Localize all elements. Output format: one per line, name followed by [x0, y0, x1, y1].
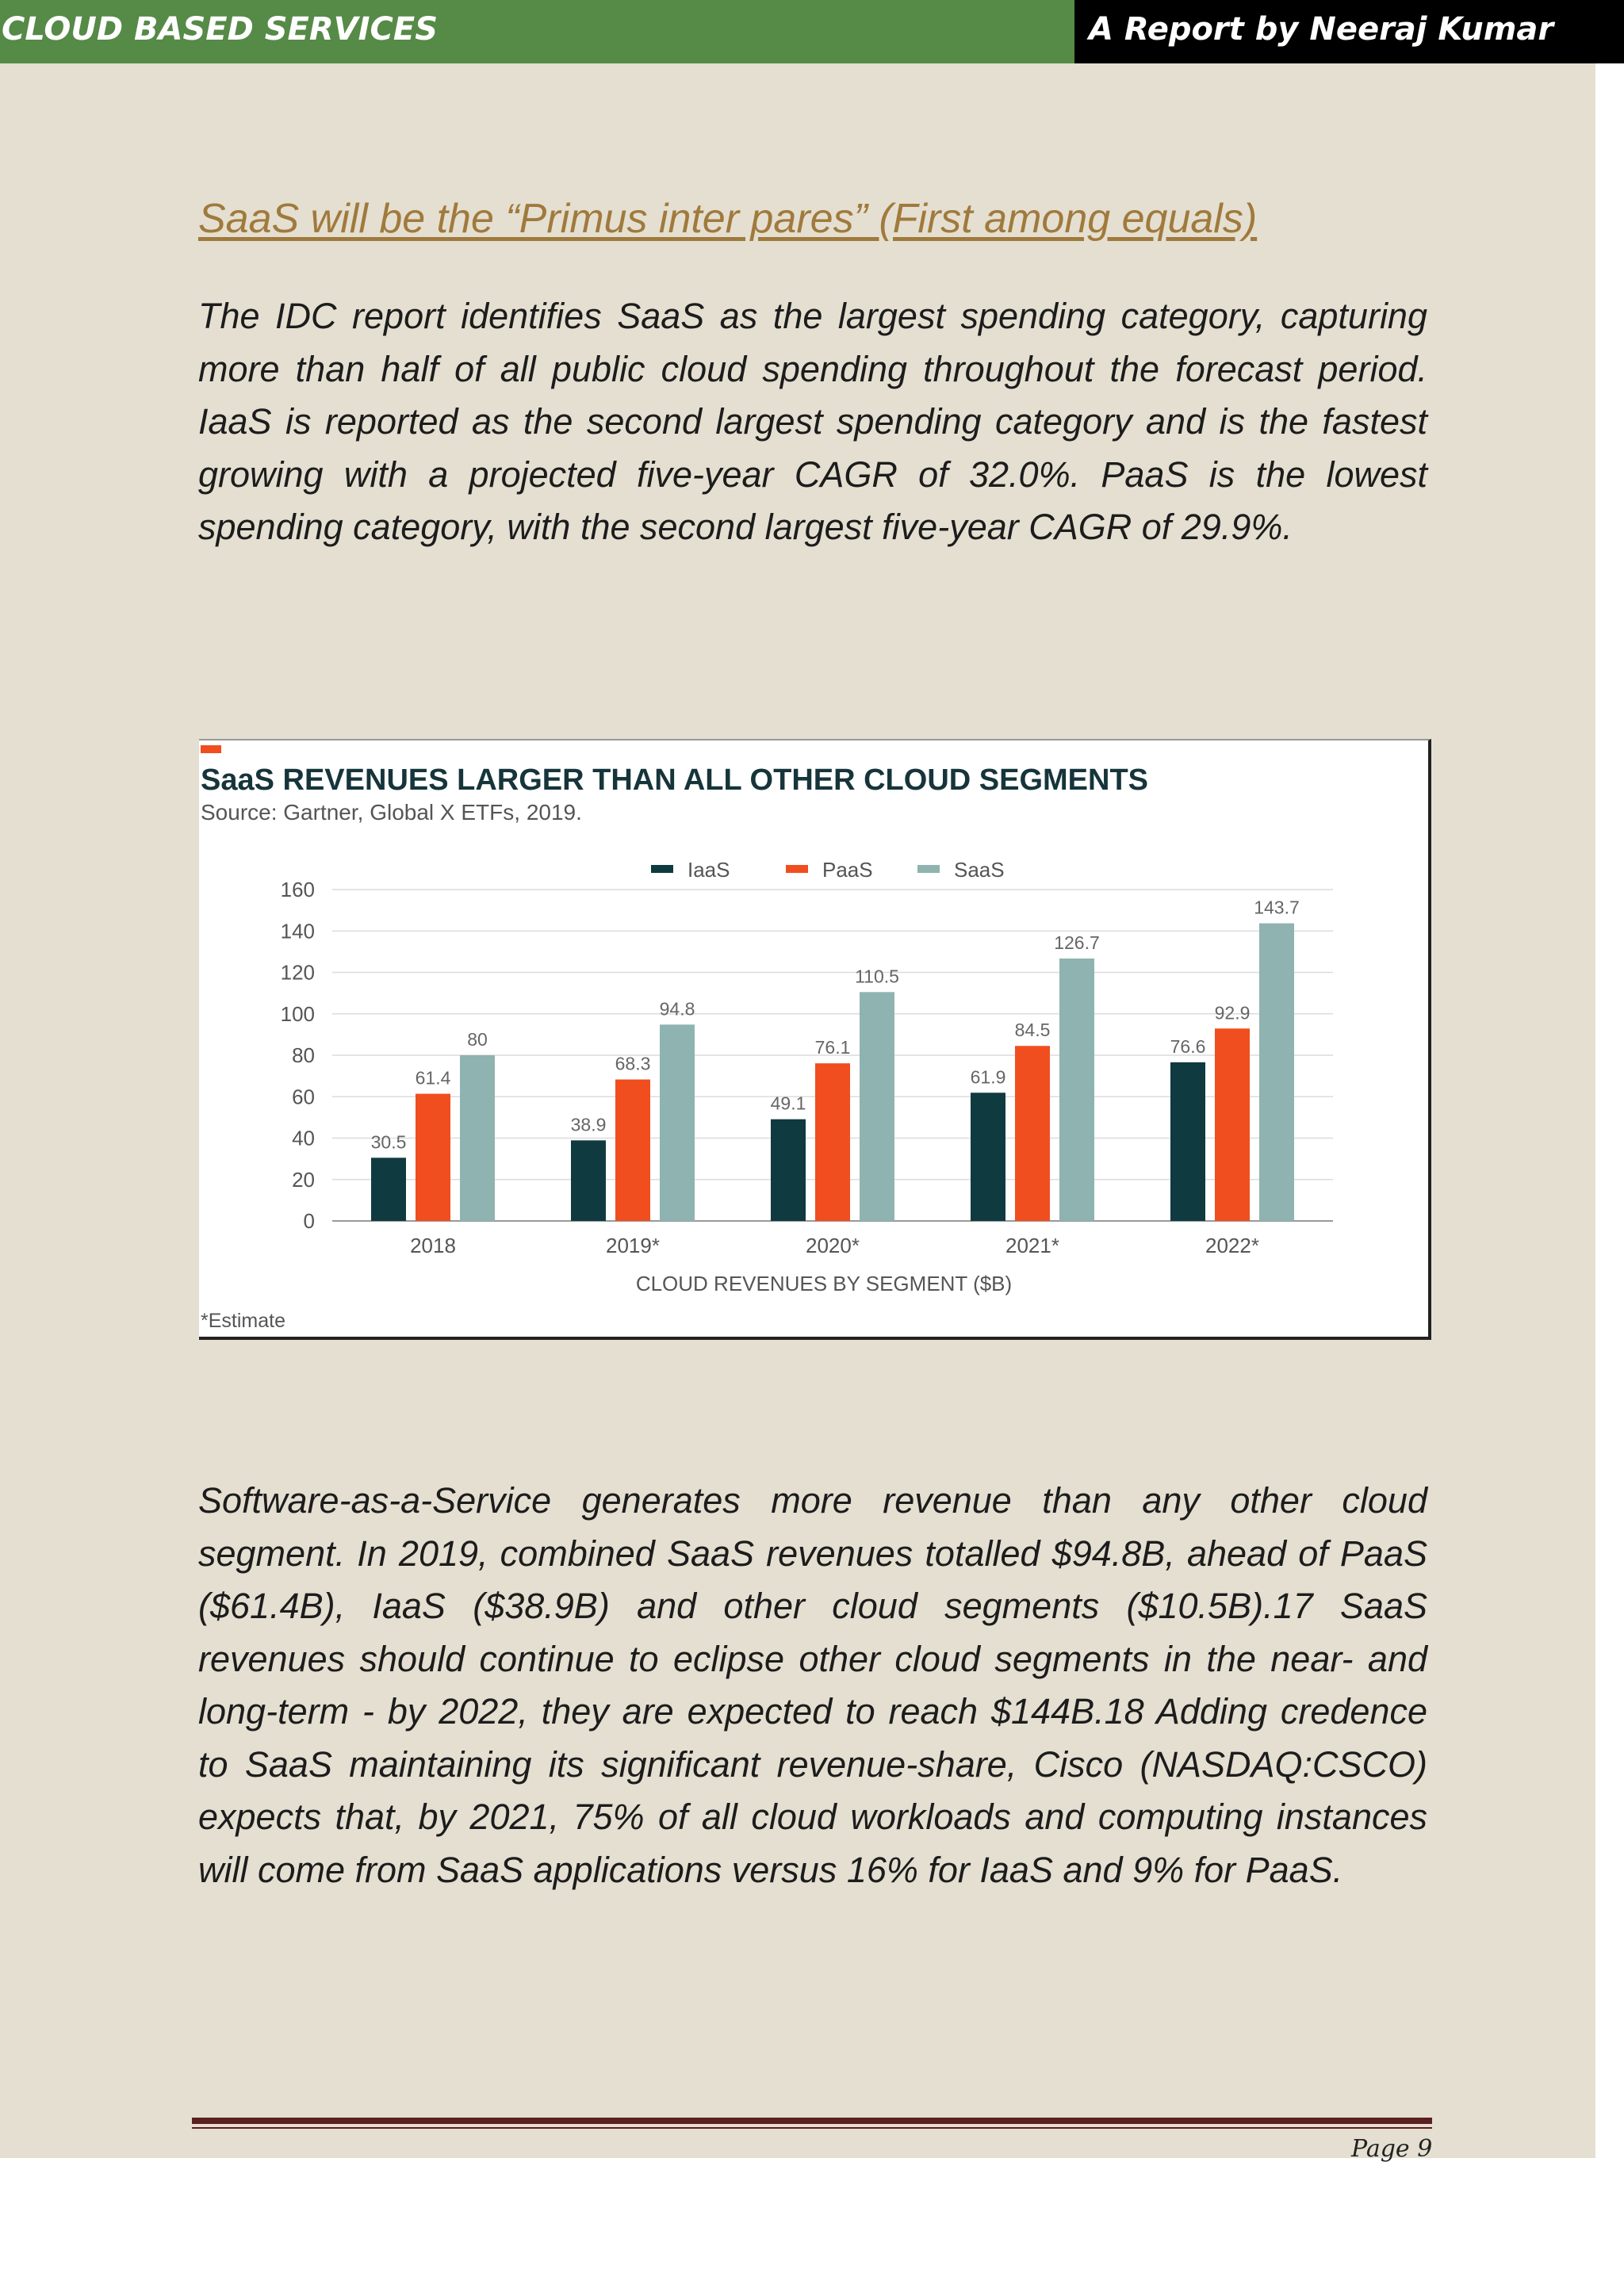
bar-iaas — [371, 1158, 406, 1221]
bar-value-label: 110.5 — [855, 966, 899, 987]
bar-value-label: 76.1 — [814, 1037, 851, 1058]
y-tick-label: 100 — [280, 1001, 315, 1026]
bar-value-label: 49.1 — [770, 1093, 806, 1114]
header-right-title: A Report by Neeraj Kumar — [1089, 11, 1554, 48]
bar-saas — [660, 1024, 695, 1221]
legend-label-saas: SaaS — [954, 858, 1005, 882]
bar-paas — [615, 1080, 650, 1221]
bar-value-label: 76.6 — [1170, 1035, 1206, 1057]
footer-rule-thin — [192, 2127, 1432, 2129]
x-tick-label: 2018 — [410, 1234, 456, 1257]
chart-footnote: *Estimate — [201, 1310, 285, 1332]
x-tick-label: 2022* — [1205, 1234, 1259, 1257]
chart-y-axis — [281, 878, 315, 1233]
header-right-bar — [1074, 0, 1624, 63]
bar-paas — [1215, 1028, 1250, 1221]
chart-bars — [371, 897, 1300, 1221]
footer-rule-thick — [192, 2118, 1432, 2124]
bar-value-label: 61.4 — [415, 1067, 451, 1089]
bar-value-label: 94.8 — [659, 998, 695, 1020]
x-tick-label: 2020* — [806, 1234, 860, 1257]
y-tick-label: 140 — [280, 919, 315, 943]
y-tick-label: 0 — [303, 1209, 315, 1233]
bar-value-label: 126.7 — [1054, 932, 1100, 953]
bar-iaas — [771, 1119, 806, 1221]
header-left-bar — [0, 0, 1074, 63]
y-tick-label: 20 — [292, 1167, 315, 1192]
chart-legend — [651, 858, 1005, 882]
revenue-chart — [199, 739, 1431, 1340]
legend-swatch-iaas — [651, 865, 673, 873]
bar-saas — [460, 1055, 495, 1221]
chart-svg — [199, 740, 1428, 1338]
x-tick-label: 2019* — [606, 1234, 660, 1257]
bar-value-label: 92.9 — [1214, 1002, 1251, 1024]
bar-paas — [1015, 1046, 1050, 1221]
y-tick-label: 160 — [280, 878, 315, 901]
x-tick-label: 2021* — [1005, 1234, 1059, 1257]
bar-paas — [416, 1094, 450, 1221]
bar-iaas — [571, 1140, 606, 1221]
bar-value-label: 61.9 — [970, 1066, 1006, 1088]
legend-label-iaas: IaaS — [688, 858, 730, 882]
chart-title: SaaS REVENUES LARGER THAN ALL OTHER CLOUD SEGMENTS — [201, 763, 1149, 797]
header-left-title: CLOUD BASED SERVICES — [2, 11, 438, 48]
bar-value-label: 143.7 — [1254, 897, 1300, 918]
y-tick-label: 80 — [292, 1043, 315, 1067]
bar-value-label: 68.3 — [615, 1053, 651, 1074]
bar-saas — [1259, 924, 1294, 1221]
bar-value-label: 38.9 — [570, 1114, 607, 1135]
bar-value-label: 80 — [467, 1029, 488, 1050]
legend-swatch-saas — [917, 865, 940, 873]
section-heading: SaaS will be the “Primus inter pares” (First among equals) — [198, 196, 1258, 242]
y-tick-label: 120 — [280, 960, 315, 985]
bar-value-label: 84.5 — [1014, 1020, 1051, 1041]
bar-saas — [860, 992, 894, 1221]
bar-iaas — [1170, 1062, 1205, 1221]
paragraph-intro: The IDC report identifies SaaS as the largest spending category, capturing more than half of all public cloud spending throughout the forecast period. IaaS is reported as the second largest spending category and is the fastest growing with a projected five-year CAGR of 32.0%. PaaS is the lowest spending category, with the second largest five-year CAGR of 29.9%. — [198, 296, 1427, 547]
y-tick-label: 40 — [292, 1126, 315, 1150]
legend-label-paas: PaaS — [822, 858, 873, 882]
legend-swatch-paas — [786, 865, 808, 873]
bar-value-label: 30.5 — [370, 1131, 407, 1153]
chart-subtitle: Source: Gartner, Global X ETFs, 2019. — [201, 800, 582, 825]
page-number: Page 9 — [1351, 2135, 1433, 2163]
chart-accent-mark — [201, 745, 221, 753]
y-tick-label: 60 — [292, 1085, 315, 1109]
bar-iaas — [971, 1093, 1005, 1221]
paragraph-saas-revenue: Software-as-a-Service generates more revenue than any other cloud segment. In 2019, combined SaaS revenues totalled $94.8B, ahead of PaaS ($61.4B), IaaS ($38.9B) and other cloud segments ($10.5B).17 SaaS revenues should continue to eclipse other cloud segments in the near- and long-term - by 2022, they are expected to reach $144B.18 Adding credence to SaaS maintaining its significant revenue-share, Cisco (NASDAQ:CSCO) expects that, by 2021, 75% of all cloud workloads and computing instances will come from SaaS applications versus 16% for IaaS and 9% for PaaS. — [198, 1480, 1427, 1890]
chart-x-label: CLOUD REVENUES BY SEGMENT ($B) — [635, 1272, 1013, 1295]
bar-paas — [815, 1063, 850, 1221]
chart-x-axis — [410, 1234, 1259, 1257]
bar-saas — [1059, 959, 1094, 1221]
